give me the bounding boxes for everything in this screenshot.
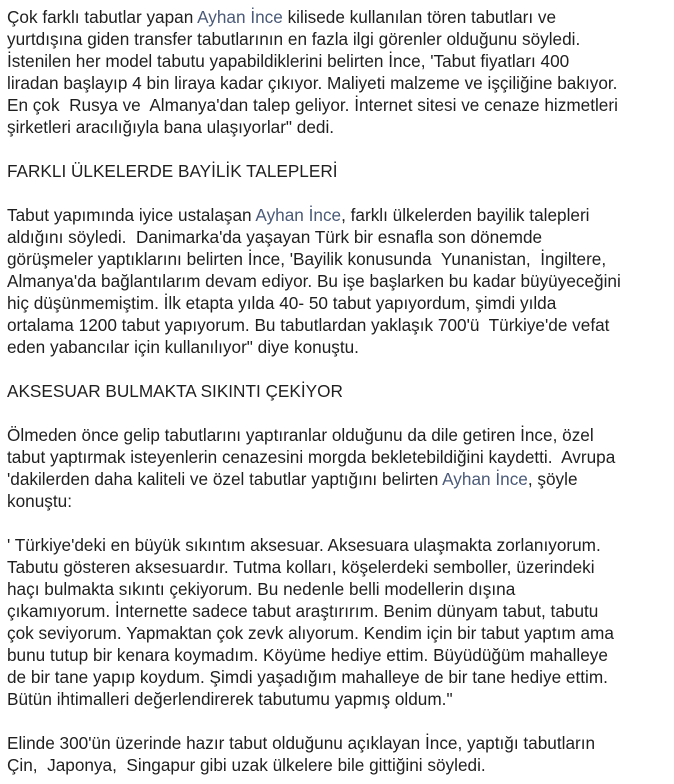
text-run: ortalama 1200 tabut yapıyorum. Bu tabutlardan yaklaşık 700'ü Türkiye'de vefat	[7, 315, 610, 335]
text-line	[7, 6, 669, 28]
text-line	[7, 578, 669, 600]
person-name-link[interactable]: Ayhan İnce	[442, 469, 528, 489]
text-run: yurtdışına giden transfer tabutlarının en fazla ilgi görenler olduğunu söyledi.	[7, 29, 581, 49]
text-run: çok seviyorum. Yapmaktan çok zevk alıyorum. Kendim için bir tabut yaptım ama	[7, 623, 614, 643]
text-run: çıkamıyorum. İnternette sadece tabut araştırırım. Benim dünyam tabut, tabutu	[7, 601, 599, 621]
text-run: Çin, Japonya, Singapur gibi uzak ülkelere bile gittiğini söyledi.	[7, 755, 486, 775]
text-run: şirketleri aracılığıyla bana ulaşıyorlar" dedi.	[7, 117, 335, 137]
text-line	[7, 644, 669, 666]
text-run: de bir tane yapıp koydum. Şimdi yaşadığım mahalleye de bir tane hediye ettim.	[7, 667, 608, 687]
text-run: hiç düşünmemiştim. İlk etapta yılda 40- 50 tabut yapıyordum, şimdi yılda	[7, 293, 557, 313]
text-line	[7, 446, 669, 468]
text-line	[7, 204, 669, 226]
text-run: Bütün ihtimalleri değerlendirerek tabutumu yapmış oldum."	[7, 689, 453, 709]
text-line	[7, 534, 669, 556]
section-heading-2: AKSESUAR BULMAKTA SIKINTI ÇEKİYOR	[7, 381, 343, 401]
text-run: aldığını söyledi. Danimarka'da yaşayan Türk bir esnafla son dönemde	[7, 227, 543, 247]
paragraph-4-quote	[7, 534, 669, 710]
paragraph-3	[7, 424, 669, 512]
paragraph-5	[7, 732, 669, 776]
text-run: haçı bulmakta sıkıntı çekiyorum. Bu nedenle belli modellerin dışına	[7, 579, 516, 599]
text-run: Çok farklı tabutlar yapan	[7, 7, 198, 27]
text-run: 'dakilerden daha kaliteli ve özel tabutlar yaptığını belirten	[7, 469, 443, 489]
text-line	[7, 688, 669, 710]
text-line	[7, 732, 669, 754]
text-line	[7, 754, 669, 776]
text-run: Elinde 300'ün üzerinde hazır tabut olduğunu açıklayan İnce, yaptığı tabutların	[7, 733, 596, 753]
text-run: eden yabancılar için kullanılıyor" diye konuştu.	[7, 337, 359, 357]
paragraph-1	[7, 6, 669, 138]
text-line	[7, 116, 669, 138]
text-line	[7, 622, 669, 644]
text-line	[7, 314, 669, 336]
text-line	[7, 666, 669, 688]
text-run: Ölmeden önce gelip tabutlarını yaptıranlar olduğunu da dile getiren İnce, özel	[7, 425, 594, 445]
text-line	[7, 556, 669, 578]
person-name-link[interactable]: Ayhan İnce	[255, 205, 342, 225]
text-run: , farklı ülkelerden bayilik talepleri	[341, 205, 590, 225]
text-line	[7, 248, 669, 270]
text-line	[7, 270, 669, 292]
text-run: konuştu:	[7, 491, 72, 511]
text-run: Almanya'da bağlantılarım devam ediyor. Bu işe başlarken bu kadar büyüyeceğini	[7, 271, 621, 291]
text-run: tabut yaptırmak isteyenlerin cenazesini morgda bekletebildiğini kaydetti. Avrupa	[7, 447, 616, 467]
text-run: görüşmeler yaptıklarını belirten İnce, 'Bayilik konusunda Yunanistan, İngiltere,	[7, 249, 607, 269]
text-run: kilisede kullanılan tören tabutları ve	[282, 7, 557, 27]
text-line	[7, 226, 669, 248]
text-run: liradan başlayıp 4 bin liraya kadar çıkıyor. Maliyeti malzeme ve işçiliğine bakıyor.	[7, 73, 618, 93]
text-line	[7, 50, 669, 72]
text-run: , şöyle	[527, 469, 578, 489]
text-line	[7, 28, 669, 50]
section-heading-1: FARKLI ÜLKELERDE BAYİLİK TALEPLERİ	[7, 161, 338, 181]
text-run: ' Türkiye'deki en büyük sıkıntım aksesuar. Aksesuara ulaşmakta zorlanıyorum.	[7, 535, 601, 555]
article-body	[7, 6, 669, 776]
paragraph-2	[7, 204, 669, 358]
text-line	[7, 72, 669, 94]
text-line	[7, 490, 669, 512]
text-run: İstenilen her model tabutu yapabildiklerini belirten İnce, 'Tabut fiyatları 400	[7, 51, 570, 71]
text-line	[7, 600, 669, 622]
text-line	[7, 292, 669, 314]
text-run: En çok Rusya ve Almanya'dan talep geliyor. İnternet sitesi ve cenaze hizmetleri	[7, 95, 618, 115]
text-run: bunu tutup bir kenara koymadım. Köyüme hediye ettim. Büyüdüğüm mahalleye	[7, 645, 608, 665]
text-line	[7, 94, 669, 116]
person-name-link[interactable]: Ayhan İnce	[197, 7, 283, 27]
text-line	[7, 336, 669, 358]
text-run: Tabut yapımında iyice ustalaşan	[7, 205, 256, 225]
text-line	[7, 424, 669, 446]
text-run: Tabutu gösteren aksesuardır. Tutma kolları, köşelerdeki semboller, üzerindeki	[7, 557, 595, 577]
text-line	[7, 468, 669, 490]
